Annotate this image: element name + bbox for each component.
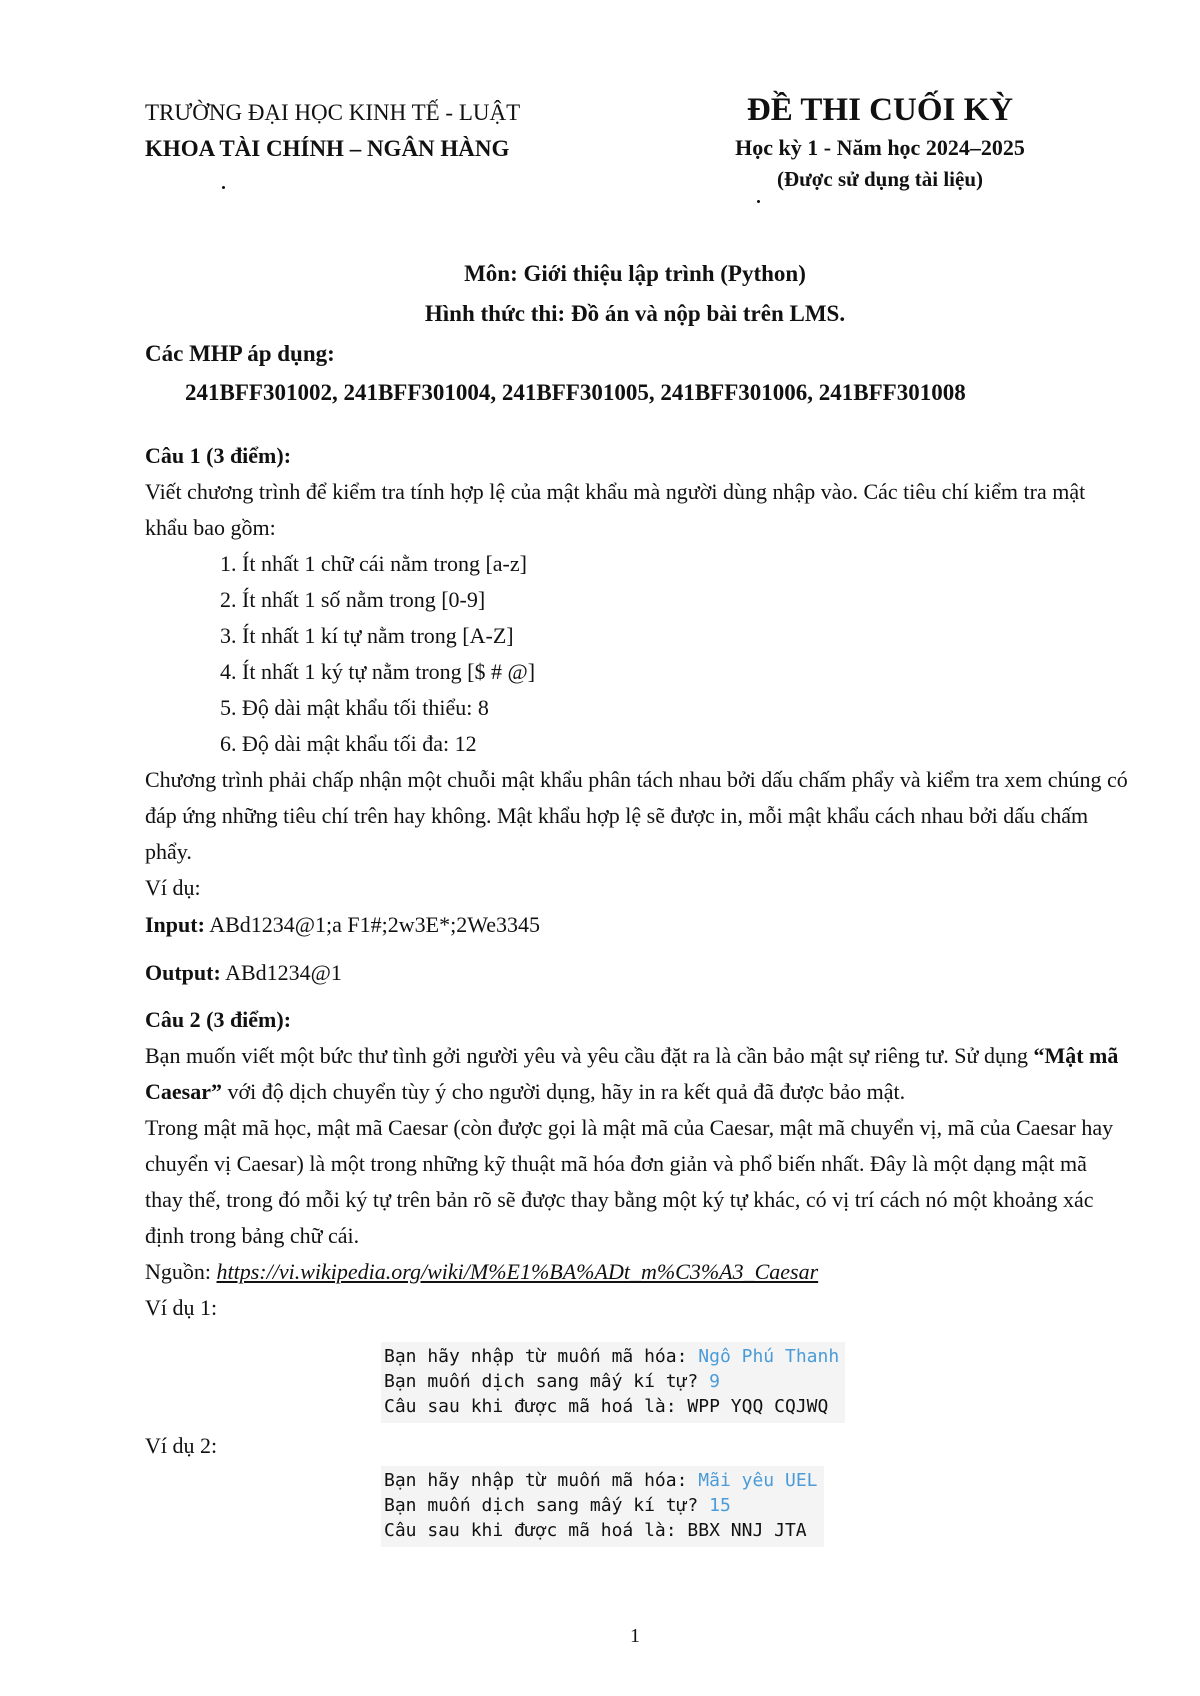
console-prompt: Bạn muốn dịch sang mấy kí tự? [384,1371,710,1392]
faculty-name: KHOA TÀI CHÍNH – NGÂN HÀNG [145,136,510,161]
para-text: với độ dịch chuyển tùy ý cho người dụng, hãy in ra kết quả đã được bảo mật. [221,1079,906,1104]
semester-line: Học kỳ 1 - Năm học 2024–2025 [735,135,1025,160]
console-line [384,1344,839,1369]
console-input: 9 [709,1371,720,1392]
output-label: Output: [145,960,221,985]
question-1-body: Chương trình phải chấp nhận một chuỗi mật khẩu phân tách nhau bởi dấu chấm phẩy và kiểm tra xem chúng có đáp ứng những tiêu chí trên hay không. Mật khẩu hợp lệ sẽ được in, mỗi mật khẩu cách nhau bởi dấu chấm phẩy. [145,767,1128,864]
format-line: Hình thức thi: Đồ án và nộp bài trên LMS. [424,301,846,326]
output-example [145,944,1130,1002]
criteria-item: 5. Độ dài mật khẩu tối thiểu: 8 [220,695,489,720]
criteria-item: 4. Ít nhất 1 ký tự nằm trong [$ # @] [220,659,536,684]
example-label: Ví dụ: [145,875,201,900]
console-input: Mãi yêu UEL [698,1470,818,1491]
console-line [384,1468,818,1493]
input-value: ABd1234@1;a F1#;2w3E*;2We3345 [204,912,540,937]
console-line [384,1493,818,1518]
console-example-1 [381,1342,845,1423]
exam-content [145,438,1130,1326]
console-prompt: Bạn hãy nhập từ muốn mã hóa: [384,1346,699,1367]
course-codes: 241BFF301002, 241BFF301004, 241BFF301005, 241BFF301006, 241BFF301008 [185,380,966,405]
example-2-label: Ví dụ 2: [145,1433,218,1458]
input-label: Input: [145,912,205,937]
console-input: Ngô Phú Thanh [698,1346,840,1367]
criteria-list [145,546,1130,762]
caesar-term: “Mật mã Caesar” [145,1043,1119,1104]
exam-header [700,88,1060,194]
console-prompt: Bạn hãy nhập từ muốn mã hóa: [384,1470,699,1491]
console-input: 15 [709,1495,731,1516]
source-label: Nguồn: [145,1259,217,1284]
question-1-title: Câu 1 (3 điểm): [145,443,292,468]
institution-header [145,95,520,167]
question-2-title: Câu 2 (3 điểm): [145,1007,292,1032]
materials-note: (Được sử dụng tài liệu) [776,167,983,191]
output-value: ABd1234@1 [220,960,342,985]
header-dot-left [222,186,225,189]
header-dot-right [757,200,760,203]
page-number: 1 [630,1625,640,1647]
source-line [145,1254,1130,1290]
question-2-para-2: Trong mật mã học, mật mã Caesar (còn được gọi là mật mã của Caesar, mật mã chuyển vị, mã của Caesar hay chuyển vị Caesar) là một trong những kỹ thuật mã hóa đơn giản và phổ biến nhất. Đây là một dạng mật mã thay thế, trong đó mỗi ký tự trên bản rõ sẽ được thay bằng một ký tự khác, có vị trí cách nó một khoảng xác định trong bảng chữ cái. [145,1115,1114,1248]
question-1 [145,438,1130,1002]
console-prompt: Bạn muốn dịch sang mấy kí tự? [384,1495,710,1516]
university-name: TRƯỜNG ĐẠI HỌC KINH TẾ - LUẬT [145,100,521,125]
criteria-item: 2. Ít nhất 1 số nằm trong [0-9] [220,587,486,612]
question-1-intro: Viết chương trình để kiểm tra tính hợp lệ của mật khẩu mà người dùng nhập vào. Các tiêu chí kiểm tra mật khẩu bao gồm: [145,479,1086,540]
question-2-para-1 [145,1038,1130,1110]
criteria-item: 3. Ít nhất 1 kí tự nằm trong [A-Z] [220,623,514,648]
console-line: Câu sau khi được mã hoá là: BBX NNJ JTA [384,1520,807,1541]
source-link[interactable]: https://vi.wikipedia.org/wiki/M%E1%BA%ADt_m%C3%A3_Caesar [216,1259,819,1284]
question-2 [145,1002,1130,1326]
exam-title: ĐỀ THI CUỐI KỲ [746,92,1014,128]
subject-line: Môn: Giới thiệu lập trình (Python) [464,261,806,286]
console-line [384,1369,839,1394]
example-1-label: Ví dụ 1: [145,1295,218,1320]
para-text: Bạn muốn viết một bức thư tình gởi người yêu và yêu cầu đặt ra là cần bảo mật sự riêng tư. Sử dụng [145,1043,1034,1068]
input-example [145,906,1130,944]
console-example-2 [381,1466,824,1547]
console-line: Câu sau khi được mã hoá là: WPP YQQ CQJWQ [384,1396,829,1417]
criteria-item: 6. Độ dài mật khẩu tối đa: 12 [220,731,477,756]
criteria-item: 1. Ít nhất 1 chữ cái nằm trong [a-z] [220,551,527,576]
codes-label: Các MHP áp dụng: [145,341,335,366]
